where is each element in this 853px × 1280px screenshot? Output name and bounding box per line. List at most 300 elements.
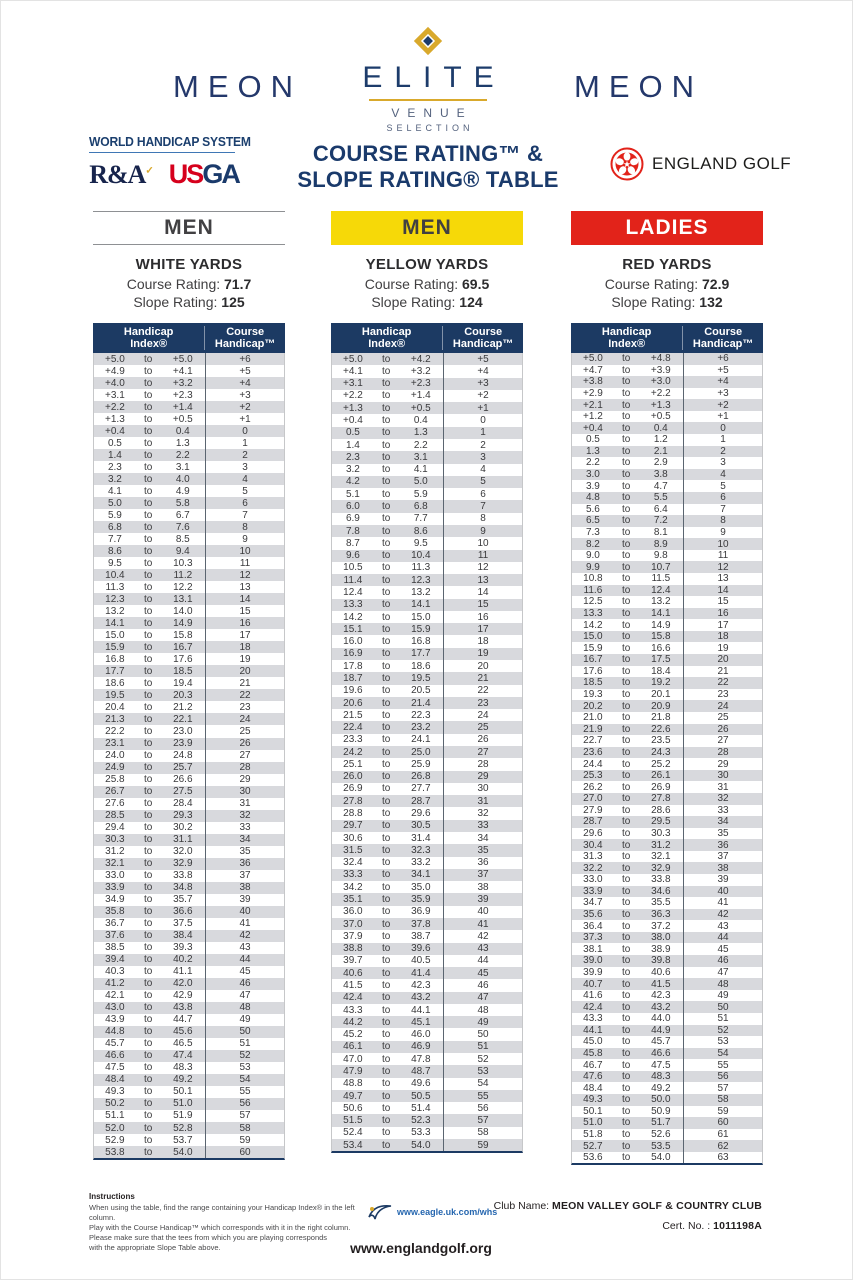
course-handicap-value: 51 [205,1038,284,1050]
handicap-index-to: 50.0 [651,1094,671,1106]
to-label: to [621,885,631,897]
course-handicap-value: 16 [205,617,284,629]
handicap-index-to: 40.2 [173,954,193,966]
handicap-index-from: 10.8 [583,573,603,585]
to-label: to [143,449,153,461]
course-handicap-value: 22 [443,685,522,697]
handicap-index-to: 47.4 [173,1050,193,1062]
handicap-index-to: 22.6 [651,723,671,735]
table-row [94,882,284,894]
to-label: to [143,810,153,822]
handicap-index-from: +4.0 [105,377,125,389]
table-row [572,399,762,411]
handicap-index-from: 24.4 [583,758,603,770]
handicap-index-to: 13.2 [411,586,431,598]
to-label: to [143,846,153,858]
to-label: to [143,653,153,665]
handicap-index-from: 38.8 [343,943,363,955]
handicap-index-to: 14.1 [651,608,671,619]
tee-band: MEN [331,211,523,245]
handicap-index-from: 25.3 [583,770,603,782]
handicap-index-header: Handicap Index® [93,326,205,350]
to-label: to [381,967,391,979]
to-label: to [381,746,391,758]
handicap-index-to: 9.5 [413,537,428,549]
handicap-index-from: 41.6 [583,990,603,1002]
handicap-index-to: 53.7 [173,1134,193,1146]
handicap-index-from: 48.4 [105,1074,125,1086]
table-row [572,457,762,469]
handicap-index-from: 27.8 [343,795,363,807]
to-label: to [381,979,391,991]
course-handicap-value: 61 [683,1129,762,1141]
handicap-index-from: 2.3 [107,461,122,473]
handicap-index-to: 46.6 [651,1047,671,1059]
table-row [332,1078,522,1090]
handicap-index-to: 31.2 [651,839,671,851]
course-handicap-value: 19 [683,642,762,654]
to-label: to [621,411,631,423]
course-handicap-value: 35 [683,828,762,840]
handicap-index-to: 46.5 [173,1038,193,1050]
elite-diamond-icon [414,27,442,55]
course-handicap-value: 26 [205,738,284,750]
course-handicap-header: Course Handicap™ [214,326,276,350]
to-label: to [143,497,153,509]
to-label: to [621,966,631,978]
table-row [332,697,522,709]
handicap-index-to: 6.7 [175,509,190,521]
course-handicap-value: 45 [443,967,522,979]
handicap-index-from: 30.6 [343,832,363,844]
to-label: to [381,930,391,942]
england-golf-url: www.englandgolf.org [350,1240,492,1256]
course-handicap-value: 24 [205,713,284,725]
to-label: to [381,783,391,795]
table-row [572,353,762,365]
to-label: to [143,954,153,966]
course-handicap-value: +1 [683,411,762,423]
handicap-index-to: 35.5 [651,897,671,909]
handicap-index-from: 43.0 [105,1002,125,1014]
handicap-index-to: 14.0 [173,605,193,617]
to-label: to [621,515,631,527]
course-handicap-value: 51 [683,1013,762,1025]
handicap-index-from: 33.9 [105,882,125,894]
to-label: to [621,364,631,376]
brand-meon-left: MEON [173,69,302,104]
course-handicap-value: +6 [683,353,762,365]
course-handicap-value: 30 [683,770,762,782]
table-row [332,365,522,377]
course-handicap-value: 3 [205,461,284,473]
handicap-index-to: 3.1 [413,451,428,463]
table-row [332,660,522,672]
table-row [572,805,762,817]
handicap-index-from: 23.3 [343,734,363,746]
to-label: to [381,488,391,500]
handicap-index-from: 40.7 [583,978,603,990]
table-row [94,930,284,942]
to-label: to [621,1047,631,1059]
handicap-index-to: 3.8 [653,469,668,481]
handicap-index-to: 10.3 [173,557,193,569]
handicap-index-to: 39.3 [173,942,193,954]
course-handicap-value: 2 [443,439,522,451]
table-row [94,497,284,509]
course-handicap-value: 22 [683,677,762,689]
table-row [94,750,284,762]
table-row [94,725,284,737]
handicap-index-from: 38.1 [583,943,603,955]
world-handicap-system-block [89,134,251,190]
table-row [332,709,522,721]
course-handicap-value: 50 [683,1001,762,1013]
course-handicap-value: 6 [683,492,762,504]
handicap-index-to: 41.5 [651,978,671,990]
handicap-index-to: 51.7 [651,1117,671,1129]
to-label: to [143,629,153,641]
handicap-index-to: +1.4 [172,401,193,413]
to-label: to [381,1029,391,1041]
course-handicap-value: 55 [683,1059,762,1071]
table-row [94,485,284,497]
course-rating: Course Rating: 71.7 [126,276,252,292]
handicap-index-from: 51.5 [343,1115,363,1127]
course-handicap-value: 44 [683,932,762,944]
handicap-index-from: 33.3 [343,869,363,881]
elite-venue-logo [348,29,508,133]
table-row [94,1122,284,1134]
table-row [94,822,284,834]
course-handicap-value: 18 [205,641,284,653]
table-row [332,918,522,930]
handicap-index-to: 45.1 [411,1016,431,1028]
handicap-index-from: 43.3 [343,1004,363,1016]
course-handicap-value: 9 [205,533,284,545]
table-row [332,1090,522,1102]
course-handicap-value: 5 [443,476,522,488]
elite-venue-label: VENUE [391,106,473,120]
handicap-index-from: 2.3 [345,451,360,463]
club-name-value: MEON VALLEY GOLF & COUNTRY CLUB [552,1200,762,1212]
course-handicap-value: 48 [443,1004,522,1016]
course-handicap-value: 40 [683,886,762,898]
handicap-index-to: 14.9 [651,619,671,631]
course-handicap-value: 45 [205,966,284,978]
course-handicap-value: 56 [443,1102,522,1114]
table-row [572,446,762,458]
to-label: to [621,422,631,434]
to-label: to [621,677,631,689]
course-handicap-value: 50 [205,1026,284,1038]
handicap-index-to: 37.8 [411,918,431,930]
course-handicap-value: 3 [443,451,522,463]
handicap-index-to: 15.0 [411,611,431,623]
handicap-index-from: +2.2 [343,390,363,402]
handicap-index-from: 20.6 [343,697,363,709]
to-label: to [143,930,153,942]
to-label: to [621,793,631,805]
to-label: to [621,816,631,828]
course-handicap-value: 29 [443,771,522,783]
to-label: to [621,874,631,886]
handicap-index-from: 53.8 [105,1146,125,1158]
to-label: to [621,735,631,747]
to-label: to [143,1086,153,1098]
table-row [332,783,522,795]
handicap-index-from: 8.2 [585,538,600,550]
table-row [94,437,284,449]
handicap-index-to: 5.9 [413,488,428,500]
table-row [332,353,522,365]
course-handicap-value: 30 [443,783,522,795]
to-label: to [621,827,631,839]
handicap-index-from: 42.1 [105,990,125,1002]
table-row [332,955,522,967]
yards-label: YELLOW YARDS [365,256,489,273]
handicap-index-from: 50.1 [583,1105,603,1117]
to-label: to [621,480,631,492]
handicap-index-from: 13.2 [105,605,125,617]
course-handicap-value: 17 [683,619,762,631]
course-handicap-value: 42 [683,909,762,921]
table-row [332,1139,522,1151]
course-handicap-value: 11 [443,550,522,562]
course-handicap-value: 37 [443,869,522,881]
course-handicap-value: 55 [205,1086,284,1098]
to-label: to [143,786,153,798]
yards-label: WHITE YARDS [135,256,243,273]
course-handicap-value: 36 [443,857,522,869]
table-row [94,689,284,701]
instructions-line: When using the table, find the range containing your Handicap Index® in the left column. [89,1203,355,1222]
randa-logo: R&A✓ [89,160,153,189]
course-handicap-value: 15 [683,596,762,608]
course-handicap-value: 54 [205,1074,284,1086]
handicap-index-from: +0.4 [583,422,603,434]
handicap-index-from: 47.6 [583,1071,603,1083]
course-handicap-value: 14 [205,593,284,605]
handicap-index-from: 19.3 [583,689,603,701]
table-row [94,798,284,810]
table-row [94,701,284,713]
table-row [572,955,762,967]
to-label: to [143,1002,153,1014]
to-label: to [143,894,153,906]
handicap-index-to: +1.3 [650,399,671,411]
handicap-index-to: 11.3 [411,562,431,574]
course-handicap-value: 1 [443,427,522,439]
handicap-index-to: +0.5 [172,413,193,425]
handicap-index-from: 2.2 [585,457,600,469]
to-label: to [381,415,391,427]
to-label: to [143,725,153,737]
handicap-index-to: 42.3 [411,979,431,991]
table-row [332,599,522,611]
to-label: to [621,353,631,365]
to-label: to [621,665,631,677]
course-handicap-value: 48 [205,1002,284,1014]
table-row [572,527,762,539]
tee-band: LADIES [571,211,763,245]
table-row [572,770,762,782]
table-row [572,666,762,678]
course-handicap-value: 14 [683,585,762,597]
table-row [572,561,762,573]
course-handicap-value: 56 [683,1071,762,1083]
handicap-index-to: 35.9 [411,894,431,906]
course-handicap-value: 18 [443,635,522,647]
handicap-index-to: 52.8 [173,1122,193,1134]
handicap-index-from: 32.2 [583,862,603,874]
table-row [572,1117,762,1129]
handicap-index-from: +1.3 [343,402,363,414]
table-row [94,557,284,569]
table-row [94,521,284,533]
handicap-index-from: 10.4 [105,569,125,581]
handicap-index-to: 27.8 [651,793,671,805]
table-row [332,979,522,991]
to-label: to [143,834,153,846]
to-label: to [381,648,391,660]
to-label: to [381,808,391,820]
handicap-index-to: 17.7 [411,648,431,660]
course-handicap-value: 4 [205,473,284,485]
table-row [94,473,284,485]
handicap-index-to: 29.6 [411,808,431,820]
handicap-index-from: 37.9 [343,930,363,942]
course-handicap-value: 25 [443,721,522,733]
handicap-index-to: 2.9 [653,457,668,469]
handicap-index-to: +2.2 [650,388,671,400]
handicap-index-from: 7.7 [107,533,122,545]
instructions-line: Please make sure that the tees from which you are playing corresponds [89,1233,328,1242]
course-handicap-value: 0 [443,414,522,426]
slope-rating: Slope Rating: 132 [611,294,723,310]
page-title [278,141,578,193]
handicap-index-from: 7.3 [585,526,600,538]
to-label: to [143,641,153,653]
handicap-index-to: 38.4 [173,930,193,942]
course-handicap-value: 43 [443,943,522,955]
course-handicap-value: 16 [683,608,762,620]
table-row [572,388,762,400]
table-row [94,954,284,966]
table-row [332,378,522,390]
handicap-index-from: 35.1 [343,894,363,906]
to-label: to [621,781,631,793]
to-label: to [381,992,391,1004]
to-label: to [621,1059,631,1071]
handicap-index-from: 28.8 [343,808,363,820]
to-label: to [381,1041,391,1053]
handicap-index-from: 6.5 [585,515,600,527]
table-row [572,689,762,701]
page-title-line1: COURSE RATING™ & [312,141,544,166]
handicap-index-to: 15.8 [651,631,671,643]
to-label: to [381,1078,391,1090]
handicap-index-to: 43.8 [173,1002,193,1014]
course-handicap-value: 27 [683,735,762,747]
handicap-index-to: 41.4 [411,967,431,979]
instructions-line: Play with the Course Handicap™ which corresponds with it in the right column. [89,1223,351,1232]
eagle-bird-icon [367,1203,393,1221]
course-handicap-value: 8 [683,515,762,527]
course-handicap-value: 53 [205,1062,284,1074]
handicap-index-to: 20.1 [651,689,671,701]
handicap-index-to: 25.7 [173,762,193,774]
handicap-table [571,323,763,1165]
table-row [572,619,762,631]
table-row [332,992,522,1004]
to-label: to [381,537,391,549]
course-handicap-value: 48 [683,978,762,990]
to-label: to [143,1098,153,1110]
to-label: to [621,1105,631,1117]
table-row [94,569,284,581]
to-label: to [621,909,631,921]
handicap-index-from: 31.2 [105,846,125,858]
course-handicap-value: 9 [683,527,762,539]
handicap-index-to: 42.0 [173,978,193,990]
course-handicap-value: 22 [205,689,284,701]
handicap-index-to: 30.2 [173,822,193,834]
to-label: to [381,832,391,844]
handicap-index-to: 42.9 [173,990,193,1002]
handicap-index-from: +0.4 [105,425,125,437]
handicap-index-to: 44.1 [411,1004,431,1016]
handicap-index-to: 44.7 [173,1014,193,1026]
table-row [332,857,522,869]
handicap-index-from: 1.4 [345,439,360,451]
to-label: to [143,1074,153,1086]
handicap-index-from: 26.9 [343,783,363,795]
to-label: to [621,573,631,585]
column-men-yellow [331,209,523,1169]
handicap-index-to: 54.0 [651,1152,671,1164]
course-handicap-value: 27 [205,750,284,762]
course-handicap-value: 0 [205,425,284,437]
handicap-index-from: 33.0 [105,870,125,882]
handicap-index-from: +2.9 [583,388,603,400]
to-label: to [143,677,153,689]
table-row [332,1041,522,1053]
table-row [572,631,762,643]
course-handicap-value: 58 [443,1127,522,1139]
handicap-index-from: 26.7 [105,786,125,798]
course-handicap-value: 28 [683,747,762,759]
handicap-index-to: 52.3 [411,1115,431,1127]
to-label: to [143,1062,153,1074]
elite-gold-rule [369,99,487,101]
to-label: to [143,689,153,701]
course-handicap-value: 23 [683,689,762,701]
handicap-index-to: 29.5 [651,816,671,828]
cert-no-line: Cert. No. : 1011198A [662,1220,762,1232]
to-label: to [621,700,631,712]
to-label: to [143,593,153,605]
handicap-index-from: 26.0 [343,771,363,783]
handicap-index-from: 9.0 [585,550,600,562]
handicap-index-from: +1.3 [105,413,125,425]
course-handicap-value: 21 [205,677,284,689]
handicap-index-to: 48.7 [411,1065,431,1077]
course-handicap-value: 25 [683,712,762,724]
course-handicap-value: 52 [205,1050,284,1062]
course-handicap-value: 6 [205,497,284,509]
handicap-index-to: 9.4 [175,545,190,557]
